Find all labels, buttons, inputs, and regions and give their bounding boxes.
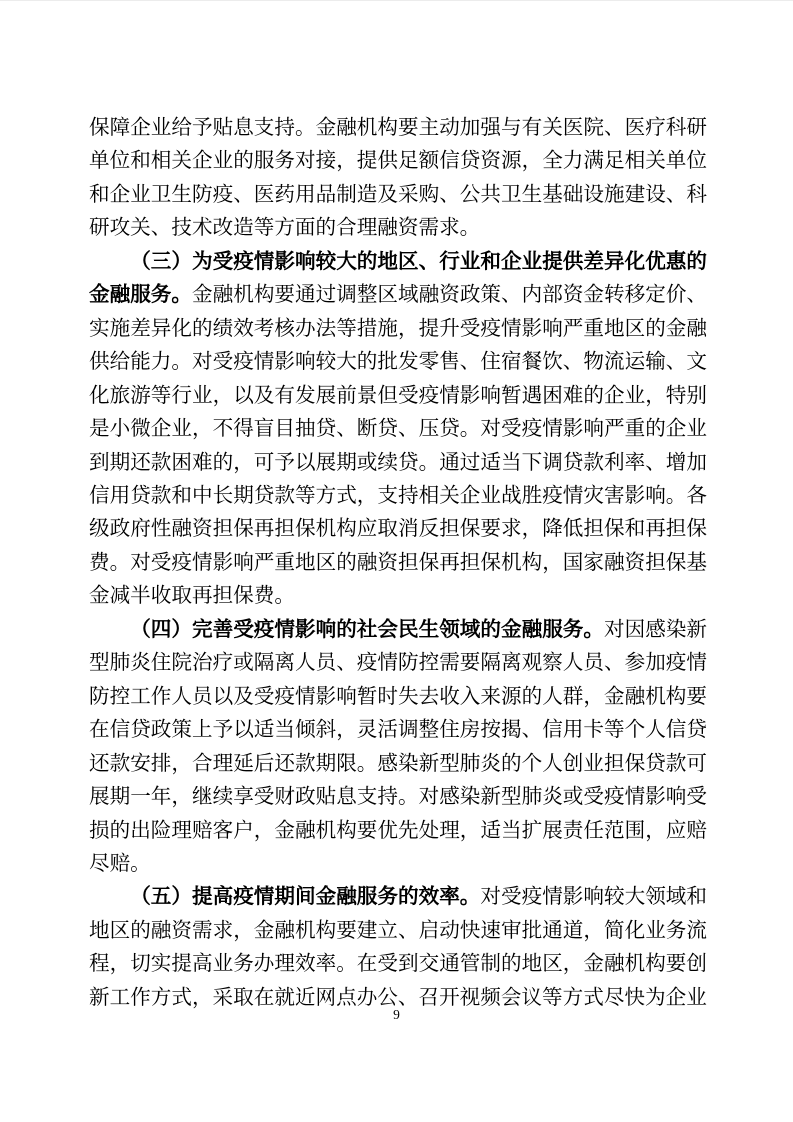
paragraph-section-4 xyxy=(89,614,707,882)
section-heading-4: （四）完善受疫情影响的社会民生领域的金融服务。 xyxy=(130,618,605,641)
page-number: 9 xyxy=(393,1007,400,1022)
paragraph-text: 对因感染新型肺炎住院治疗或隔离人员、疫情防控需要隔离观察人员、参加疫情防控工作人员以及受疫情影响暂时失去收入来源的人群，金融机构要在信贷政策上予以适当倾斜，灵活调整住房按揭、信用卡等个人信贷还款安排，合理延后还款期限。感染新型肺炎的个人创业担保贷款可展期一年，继续享受财政贴息支持。对感染新型肺炎或受疫情影响受损的出险理赔客户，金融机构要优先处理，适当扩展责任范围，应赔尽赔。 xyxy=(89,618,708,875)
paragraph-text: 金融机构要通过调整区域融资政策、内部资金转移定价、实施差异化的绩效考核办法等措施，提升受疫情影响严重地区的金融供给能力。对受疫情影响较大的批发零售、住宿餐饮、物流运输、文化旅游等行业，以及有发展前景但受疫情影响暂遇困难的企业，特别是小微企业，不得盲目抽贷、断贷、压贷。对受疫情影响严重的企业到期还款困难的，可予以展期或续贷。通过适当下调贷款利率、增加信用贷款和中长期贷款等方式，支持相关企业战胜疫情灾害影响。各级政府性融资担保再担保机构应取消反担保要求，降低担保和再担保费。对受疫情影响严重地区的融资担保再担保机构，国家融资担保基金减半收取再担保费。 xyxy=(89,284,708,608)
paragraph-section-5 xyxy=(89,881,707,1015)
paragraph-section-3 xyxy=(89,246,707,614)
section-heading-5: （五）提高疫情期间金融服务的效率。 xyxy=(130,886,481,909)
paragraph-text: 对受疫情影响较大领域和地区的融资需求，金融机构要建立、启动快速审批通道，简化业务流程，切实提高业务办理效率。在受到交通管制的地区，金融机构要创新工作方式，采取在就近网点办公、召开视频会议等方式尽快为企业 xyxy=(89,886,708,1009)
paragraph-continuation xyxy=(89,112,707,246)
paragraph-text: 保障企业给予贴息支持。金融机构要主动加强与有关医院、医疗科研单位和相关企业的服务对接，提供足额信贷资源，全力满足相关单位和企业卫生防疫、医药用品制造及采购、公共卫生基础设施建设、科研攻关、技术改造等方面的合理融资需求。 xyxy=(89,117,707,240)
document-body xyxy=(89,112,707,1015)
section-heading-3: （三）为受疫情影响较大的地区、行业和企业提供差异化优惠的金融服务。 xyxy=(89,250,707,307)
